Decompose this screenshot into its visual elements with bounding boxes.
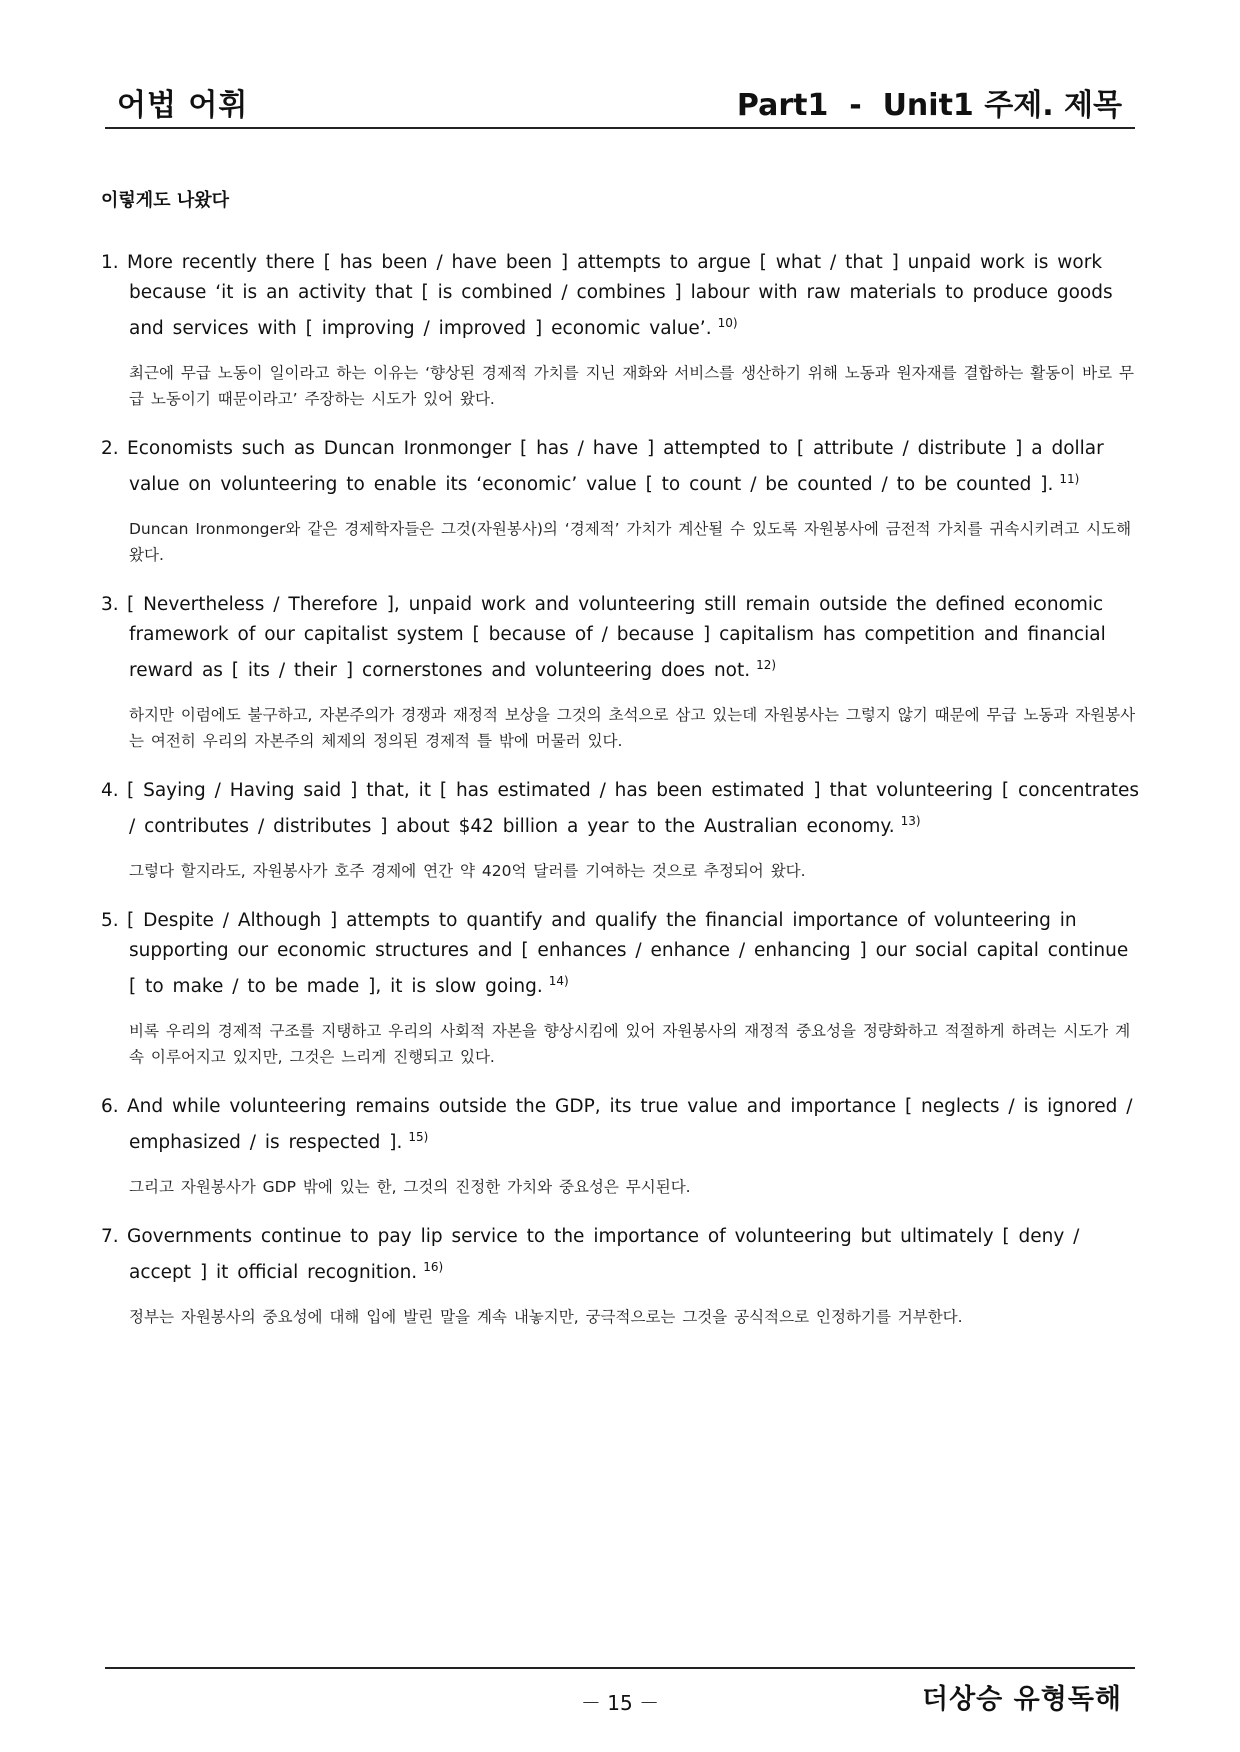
question-text xyxy=(101,1092,1141,1158)
question-sentence: Economists such as Duncan Ironmonger [ has / have ] attempted to [ attribute / distribute ] a dollar value on volunteering to enable its ‘economic’ value [ to count / be counted / to be counted ]. xyxy=(127,438,1104,495)
question-number: 3. xyxy=(101,594,119,615)
question-item-6 xyxy=(101,1092,1141,1200)
footnote-marker: 12) xyxy=(756,658,777,672)
question-item-3 xyxy=(101,590,1141,754)
footnote-marker: 15) xyxy=(408,1130,429,1144)
question-number: 1. xyxy=(101,252,119,273)
question-list xyxy=(101,248,1141,1330)
korean-translation: 하지만 이럼에도 불구하고, 자본주의가 경쟁과 재정적 보상을 그것의 초석으로 삼고 있는데 자원봉사는 그렇지 않기 때문에 무급 노동과 자원봉사는 여전히 우리의 자본주의 체제의 정의된 경제적 틀 밖에 머물러 있다. xyxy=(129,706,1136,750)
question-item-7 xyxy=(101,1222,1141,1330)
footnote-marker: 10) xyxy=(717,316,738,330)
korean-translation: 최근에 무급 노동이 일이라고 하는 이유는 ‘향상된 경제적 가치를 지닌 재화와 서비스를 생산하기 위해 노동과 원자재를 결합하는 활동이 바로 무급 노동이기 때문이라고’ 주장하는 시도가 있어 왔다. xyxy=(129,364,1134,408)
question-item-5 xyxy=(101,906,1141,1070)
footnote-marker: 16) xyxy=(423,1260,444,1274)
question-sentence: More recently there [ has been / have been ] attempts to argue [ what / that ] unpaid work is work because ‘it is an activity that [ is combined / combines ] labour with raw materials to produce goods and services with [ improving / improved ] economic value’. xyxy=(127,252,1113,339)
question-number: 5. xyxy=(101,910,119,931)
question-sentence: [ Despite / Although ] attempts to quantify and qualify the financial importance of volunteering in supporting our economic structures and [ enhances / enhance / enhancing ] our social capital continue [ to make / to be made ], it is slow going. xyxy=(127,910,1129,997)
header-subject: 어법 어휘 xyxy=(117,88,249,123)
question-sentence: Governments continue to pay lip service to the importance of volunteering but ultimately [ deny / accept ] it official recognition. xyxy=(127,1226,1080,1283)
korean-translation: 정부는 자원봉사의 중요성에 대해 입에 발린 말을 계속 내놓지만, 궁극적으로는 그것을 공식적으로 인정하기를 거부한다. xyxy=(129,1308,963,1326)
page-number: － 15 － xyxy=(580,1691,660,1715)
question-number: 4. xyxy=(101,780,119,801)
question-text xyxy=(101,434,1141,500)
question-text xyxy=(101,248,1141,344)
footnote-marker: 13) xyxy=(900,814,921,828)
question-item-2 xyxy=(101,434,1141,568)
question-sentence: [ Nevertheless / Therefore ], unpaid work and volunteering still remain outside the defined economic framework of our capitalist system [ because of / because ] capitalism has competition and financial reward as [ its / their ] cornerstones and volunteering does not. xyxy=(127,594,1106,681)
question-number: 2. xyxy=(101,438,119,459)
question-number: 6. xyxy=(101,1096,119,1117)
footer-divider xyxy=(105,1667,1135,1669)
question-text xyxy=(101,776,1141,842)
question-sentence: [ Saying / Having said ] that, it [ has estimated / has been estimated ] that volunteering [ concentrates / contributes / distributes ] about $42 billion a year to the Australian economy. xyxy=(127,780,1139,837)
header-unit-title: Part1 - Unit1 주제. 제목 xyxy=(736,88,1122,123)
section-title: 이렇게도 나왔다 xyxy=(101,190,229,211)
korean-translation: Duncan Ironmonger와 같은 경제학자들은 그것(자원봉사)의 ‘경제적’ 가치가 계산될 수 있도록 자원봉사에 금전적 가치를 귀속시키려고 시도해 왔다. xyxy=(129,520,1132,564)
question-text xyxy=(101,1222,1141,1288)
footnote-marker: 11) xyxy=(1059,472,1080,486)
question-text xyxy=(101,590,1141,686)
footer-brand: 더상승 유형독해 xyxy=(922,1684,1122,1715)
korean-translation: 그렇다 할지라도, 자원봉사가 호주 경제에 연간 약 420억 달러를 기여하는 것으로 추정되어 왔다. xyxy=(129,862,806,880)
question-sentence: And while volunteering remains outside the GDP, its true value and importance [ neglects / is ignored / emphasized / is respected ]. xyxy=(127,1096,1133,1153)
question-number: 7. xyxy=(101,1226,119,1247)
header-divider xyxy=(105,127,1135,129)
footnote-marker: 14) xyxy=(548,974,569,988)
question-item-1 xyxy=(101,248,1141,412)
korean-translation: 비록 우리의 경제적 구조를 지탱하고 우리의 사회적 자본을 향상시킴에 있어 자원봉사의 재정적 중요성을 정량화하고 적절하게 하려는 시도가 계속 이루어지고 있지만, 그것은 느리게 진행되고 있다. xyxy=(129,1022,1131,1066)
question-text xyxy=(101,906,1141,1002)
korean-translation: 그리고 자원봉사가 GDP 밖에 있는 한, 그것의 진정한 가치와 중요성은 무시된다. xyxy=(129,1178,691,1196)
question-item-4 xyxy=(101,776,1141,884)
